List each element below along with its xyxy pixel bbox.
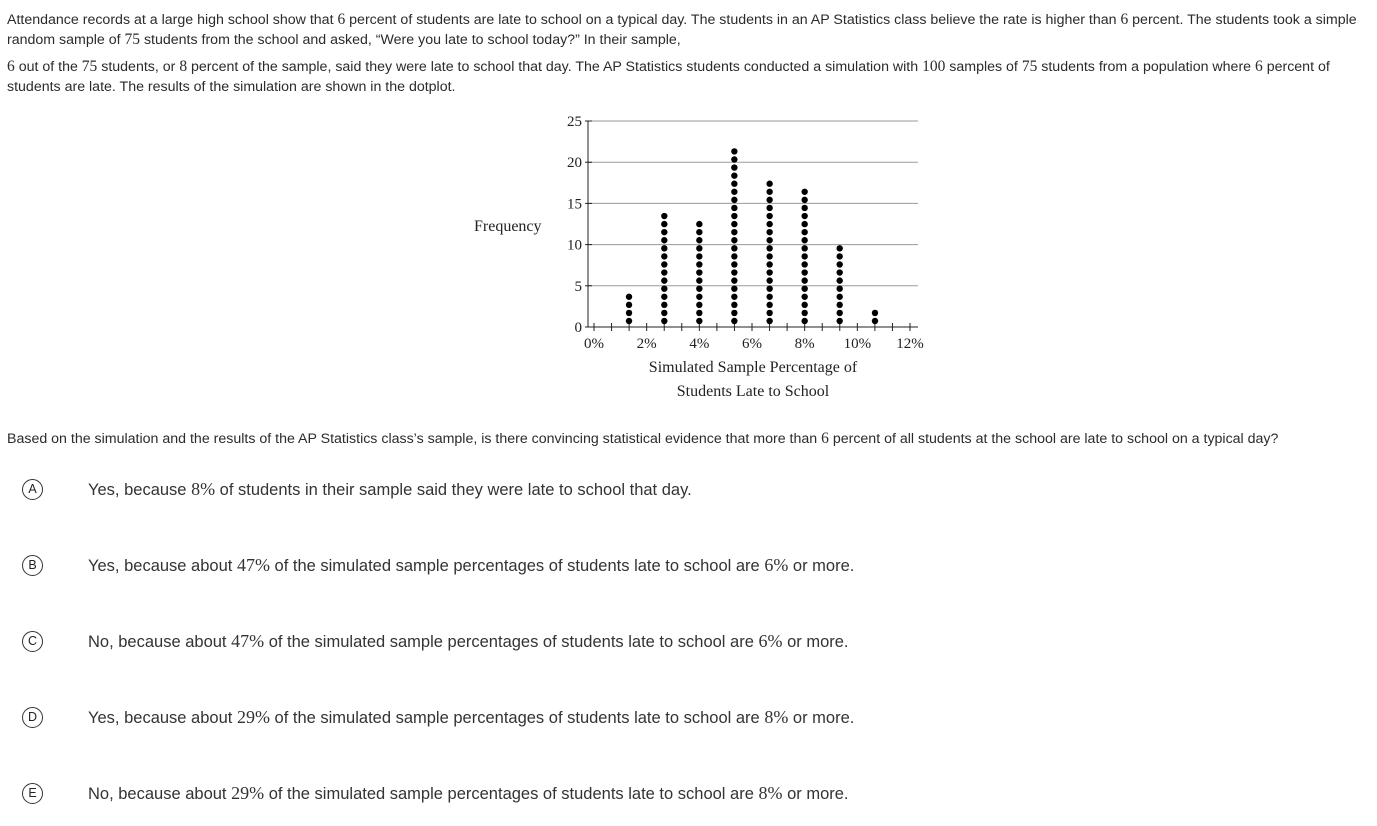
dot <box>801 229 807 235</box>
math-number: 6 <box>1255 58 1263 75</box>
dot <box>626 294 632 300</box>
text-run: students, or <box>97 59 180 75</box>
math-number: 8 <box>179 58 188 75</box>
dot <box>801 285 807 291</box>
dot <box>766 237 772 243</box>
dot <box>766 229 772 235</box>
dot <box>731 245 737 251</box>
dot <box>801 189 807 195</box>
dot <box>731 229 737 235</box>
dot <box>836 277 842 283</box>
choice-a[interactable] <box>22 476 1122 502</box>
dot <box>661 318 667 324</box>
text-run: or more. <box>782 632 849 651</box>
question-prompt <box>7 429 1278 449</box>
dot <box>661 302 667 308</box>
math-number: 8% <box>191 478 216 499</box>
question-stem-paragraph-2 <box>7 57 1369 97</box>
choice-a-text <box>88 479 692 500</box>
choice-d-bubble[interactable]: D <box>22 707 43 728</box>
choice-e[interactable] <box>22 780 1122 806</box>
dot <box>801 237 807 243</box>
dot <box>696 277 702 283</box>
dot <box>766 181 772 187</box>
dot <box>766 277 772 283</box>
dot <box>801 205 807 211</box>
dot <box>731 172 737 178</box>
dot <box>731 302 737 308</box>
text-run: No, because about <box>88 784 232 803</box>
math-number: 8% <box>758 782 783 803</box>
dot <box>731 285 737 291</box>
dot <box>836 310 842 316</box>
x-tick-label: 10% <box>843 336 872 352</box>
text-run: of the simulated sample percentages of students late to school are <box>264 632 759 651</box>
text-run: Yes, because about <box>88 556 237 575</box>
dot <box>696 237 702 243</box>
dot <box>836 285 842 291</box>
dot <box>801 302 807 308</box>
x-tick-label: 2% <box>636 336 657 352</box>
choice-e-text <box>88 783 849 804</box>
dot <box>801 269 807 275</box>
x-tick-label: 0% <box>584 336 604 352</box>
dot <box>801 245 807 251</box>
math-number: 29% <box>231 782 265 803</box>
dot <box>836 318 842 324</box>
dot <box>661 221 667 227</box>
dot <box>696 253 702 259</box>
text-run: Attendance records at a large high school show that <box>7 12 338 28</box>
dot <box>766 253 772 259</box>
text-run: percent of students are late. The results of the simulation are shown in the dotplot. <box>7 59 1330 95</box>
text-run: percent of the sample, said they were late to school that day. The AP Statistics students conducted a simulation with <box>187 59 923 75</box>
dot <box>696 302 702 308</box>
x-tick-label: 6% <box>742 336 762 352</box>
text-run: Yes, because about <box>88 708 237 727</box>
dot <box>731 294 737 300</box>
text-run: students from the school and asked, “Were you late to school today?” In their sample, <box>140 32 681 48</box>
text-run: percent of all students at the school are late to school on a typical day? <box>828 431 1279 447</box>
math-number: 100 <box>922 58 946 75</box>
text-run: or more. <box>788 708 855 727</box>
dot <box>801 310 807 316</box>
math-number: 6 <box>821 430 829 447</box>
dot <box>696 221 702 227</box>
dot <box>872 318 878 324</box>
dot <box>661 253 667 259</box>
dot <box>731 213 737 219</box>
math-number: 29% <box>236 706 270 727</box>
dot <box>731 181 737 187</box>
dot <box>661 269 667 275</box>
math-number: 6 <box>7 58 15 75</box>
x-tick-label: 12% <box>896 336 924 352</box>
math-number: 6 <box>1120 11 1129 28</box>
dot <box>696 245 702 251</box>
dot <box>731 148 737 154</box>
dot <box>626 318 632 324</box>
x-axis-label: Simulated Sample Percentage of <box>648 359 858 376</box>
text-run: No, because about <box>88 632 232 651</box>
y-tick-label: 20 <box>567 155 582 172</box>
dot <box>696 318 702 324</box>
dot <box>836 302 842 308</box>
dot <box>731 253 737 259</box>
dot <box>731 189 737 195</box>
choice-c[interactable] <box>22 628 1122 654</box>
dot <box>801 213 807 219</box>
choice-d[interactable] <box>22 704 1122 730</box>
dot <box>731 277 737 283</box>
dot <box>766 310 772 316</box>
x-tick-label: 4% <box>689 336 710 352</box>
text-run: samples of <box>945 59 1022 75</box>
math-number: 47% <box>236 554 270 575</box>
dot <box>661 229 667 235</box>
dot <box>872 310 878 316</box>
math-number: 75 <box>1021 58 1038 75</box>
dot <box>661 237 667 243</box>
text-run: of the simulated sample percentages of students late to school are <box>264 784 759 803</box>
dot <box>766 269 772 275</box>
dot <box>731 221 737 227</box>
dot <box>661 310 667 316</box>
text-run: of the simulated sample percentages of students late to school are <box>269 708 765 727</box>
choice-c-text <box>88 631 849 652</box>
text-run: Based on the simulation and the results of the AP Statistics class’s sample, is there convincing statistical evidence that more than <box>7 431 822 447</box>
y-tick-label: 10 <box>567 237 582 254</box>
y-tick-label: 5 <box>574 278 582 295</box>
dot <box>766 205 772 211</box>
dot <box>801 261 807 267</box>
dot <box>731 156 737 162</box>
dot <box>766 189 772 195</box>
dot <box>696 310 702 316</box>
dot <box>801 221 807 227</box>
dot <box>661 261 667 267</box>
dot <box>696 294 702 300</box>
dot <box>731 205 737 211</box>
dot <box>661 245 667 251</box>
dot <box>661 285 667 291</box>
choice-b[interactable] <box>22 552 1122 578</box>
choice-b-text <box>88 555 854 576</box>
dot <box>766 294 772 300</box>
text-run: Yes, because <box>88 480 192 499</box>
dot <box>801 277 807 283</box>
text-run: of students in their sample said they were late to school that day. <box>215 480 692 499</box>
dot <box>766 302 772 308</box>
text-run: or more. <box>788 556 855 575</box>
dot <box>836 261 842 267</box>
y-tick-label: 0 <box>574 320 582 336</box>
dotplot-chart <box>470 108 940 408</box>
dot <box>731 237 737 243</box>
dot <box>731 269 737 275</box>
dot <box>766 285 772 291</box>
choice-c-bubble[interactable]: C <box>22 631 43 652</box>
math-number: 47% <box>231 630 265 651</box>
text-run: out of the <box>14 59 82 75</box>
math-number: 6% <box>758 630 783 651</box>
dot <box>836 245 842 251</box>
dot <box>626 302 632 308</box>
x-axis-label: Students Late to School <box>676 383 830 400</box>
text-run: students from a population where <box>1037 59 1255 75</box>
y-tick-label: 15 <box>567 196 582 213</box>
y-tick-label: 25 <box>567 114 582 130</box>
choice-d-text <box>88 707 854 728</box>
dot <box>766 245 772 251</box>
dot <box>801 294 807 300</box>
choice-a-bubble[interactable]: A <box>22 479 43 500</box>
text-run: or more. <box>782 784 849 803</box>
question-stem-paragraph-1 <box>7 10 1369 50</box>
dot <box>836 294 842 300</box>
math-number: 6 <box>337 11 346 28</box>
dot <box>766 318 772 324</box>
dot <box>731 310 737 316</box>
dot <box>836 253 842 259</box>
text-run: percent of students are late to school on a typical day. The students in an AP Statistics class believe the rate is higher than <box>345 12 1121 28</box>
dot <box>801 318 807 324</box>
dot <box>696 269 702 275</box>
dot <box>766 197 772 203</box>
text-run: percent. The students took a simple random sample of <box>7 12 1357 48</box>
dot <box>696 261 702 267</box>
math-number: 6% <box>764 554 789 575</box>
dot <box>731 197 737 203</box>
dot <box>836 269 842 275</box>
dot <box>801 253 807 259</box>
math-number: 75 <box>81 58 98 75</box>
choice-b-bubble[interactable]: B <box>22 555 43 576</box>
dot <box>731 164 737 170</box>
dot <box>731 261 737 267</box>
dot <box>801 197 807 203</box>
dot <box>661 277 667 283</box>
dot <box>766 221 772 227</box>
text-run: of the simulated sample percentages of students late to school are <box>269 556 765 575</box>
dot <box>626 310 632 316</box>
math-number: 8% <box>764 706 789 727</box>
math-number: 75 <box>124 31 140 48</box>
dot <box>731 318 737 324</box>
dot <box>661 294 667 300</box>
dot <box>766 213 772 219</box>
y-axis-label: Frequency <box>474 218 542 235</box>
x-tick-label: 8% <box>794 336 815 352</box>
dot <box>696 285 702 291</box>
dot <box>696 229 702 235</box>
dot <box>661 213 667 219</box>
dot <box>766 261 772 267</box>
choice-e-bubble[interactable]: E <box>22 783 43 804</box>
